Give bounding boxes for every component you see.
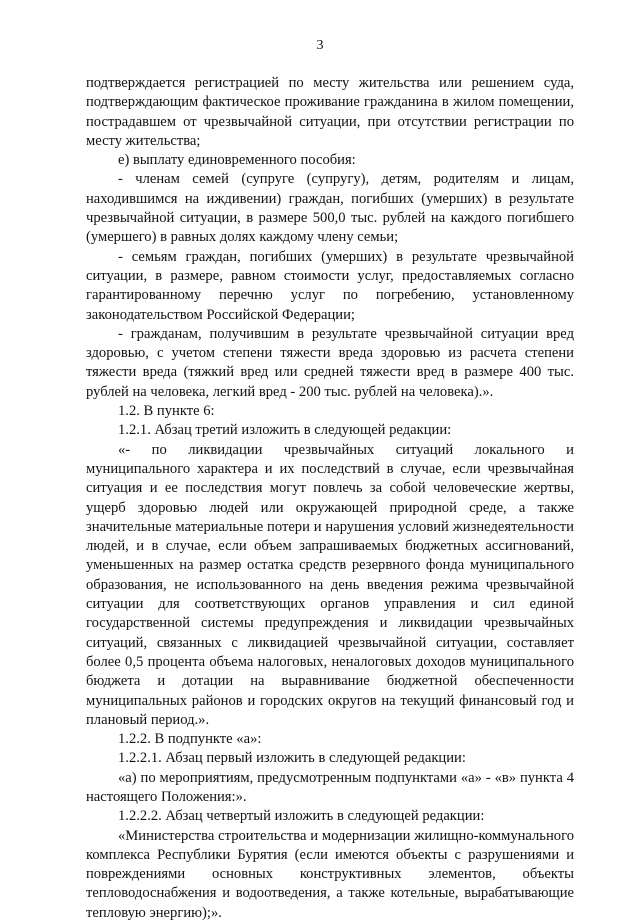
paragraph: - гражданам, получившим в результате чрезвычайной ситуации вред здоровью, с учетом степени тяжести вреда здоровью из расчета степени тяжести вреда (тяжкий вред или средней тяжести вред в размере 400 тыс. рублей на человека, легкий вред - 200 тыс. рублей на человека).». <box>86 325 574 400</box>
paragraph: «Министерства строительства и модернизации жилищно-коммунального комплекса Республики Бурятия (если имеются объекты с разрушениями и повреждениями основных конструктивных элементов, объекты тепловодоснабжения и водоотведения, а также котельные, вырабатывающие тепловую энергию);». <box>86 827 574 921</box>
page-number: 3 <box>316 38 324 53</box>
paragraph: 1.2.2. В подпункте «а»: <box>118 731 262 748</box>
paragraph: 1.2. В пункте 6: <box>118 403 215 420</box>
paragraph: 1.2.2.1. Абзац первый изложить в следующей редакции: <box>118 750 466 767</box>
paragraph: - членам семей (супруге (супругу), детям, родителям и лицам, находившимся на иждивении) граждан, погибших (умерших) в результате чрезвычайной ситуации, в размере 500,0 тыс. рублей на каждого погибшего (умершего) в равных долях каждому члену семьи; <box>86 171 574 246</box>
paragraph: 1.2.2.2. Абзац четвертый изложить в следующей редакции: <box>118 808 485 825</box>
paragraph: - семьям граждан, погибших (умерших) в результате чрезвычайной ситуации, в размере, равном стоимости услуг, предоставляемых согласно гарантированному перечню услуг по погребению, установленному законодательством Российской Федерации; <box>86 248 574 323</box>
paragraph: е) выплату единовременного пособия: <box>118 152 356 169</box>
paragraph: 1.2.1. Абзац третий изложить в следующей редакции: <box>118 422 452 439</box>
paragraph: «а) по мероприятиям, предусмотренным подпунктами «а» - «в» пункта 4 настоящего Положения:». <box>86 769 574 805</box>
paragraph: «- по ликвидации чрезвычайных ситуаций локального и муниципального характера и их последствий в случае, если чрезвычайная ситуация и ее последствия могут повлечь за собой человеческие жертвы, ущерб здоровью людей или окружающей природной среде, а также значительные материальные потери и нарушения условий жизнедеятельности людей, и в случае, если объем запрашиваемых бюджетных ассигнований, уменьшенных на размер остатка средств резервного фонда муниципального образования, не использованного на день введения режима чрезвычайной ситуации для соответствующих органов управления и сил единой государственной системы предупреждения и ликвидации чрезвычайных ситуаций, связанных с ликвидацией чрезвычайной ситуации, составляет более 0,5 процента объема налоговых, неналоговых доходов муниципального бюджета и дотации на выравнивание бюджетной обеспеченности муниципальных районов и городских округов на текущий финансовый год и плановый период.». <box>86 441 574 728</box>
document-body <box>86 74 574 923</box>
paragraph: подтверждается регистрацией по месту жительства или решением суда, подтверждающим фактическое проживание гражданина в жилом помещении, пострадавшем от чрезвычайной ситуации, при отсутствии регистрации по месту жительства; <box>86 75 574 149</box>
